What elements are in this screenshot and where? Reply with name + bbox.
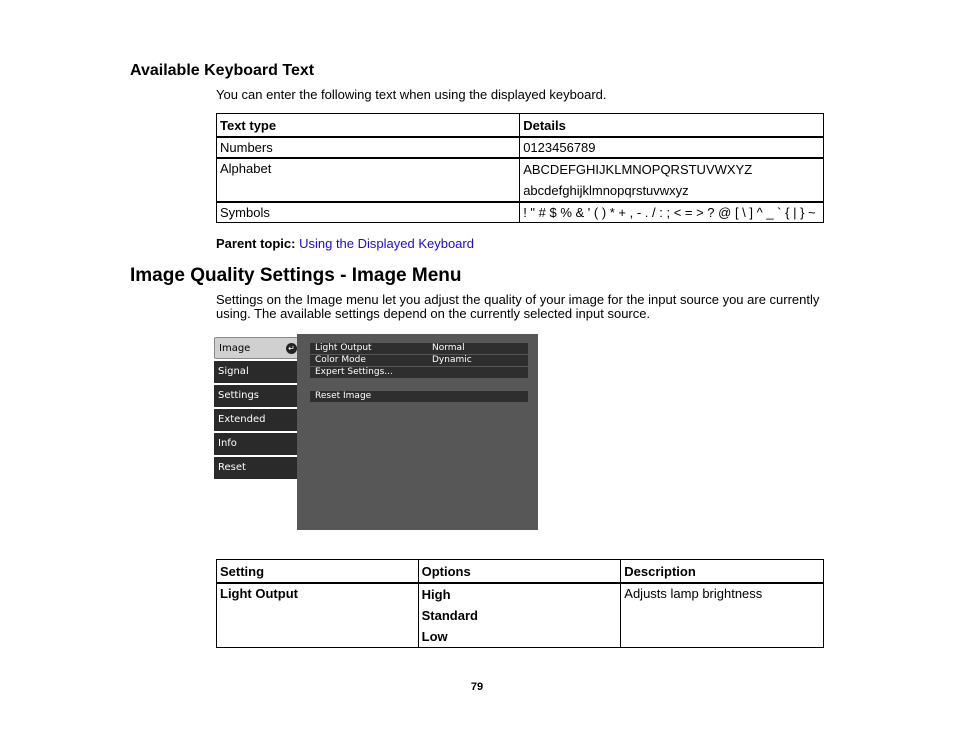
- menu-tab-info[interactable]: Info: [214, 433, 297, 455]
- details-line: abcdefghijklmnopqrstuvwxyz: [523, 182, 689, 198]
- parent-topic: [216, 236, 474, 251]
- table-header-cell: Options: [418, 560, 621, 583]
- menu-item-value: Dynamic: [432, 355, 472, 365]
- table-header-row: [217, 560, 824, 583]
- menu-item-label: Expert Settings...: [315, 367, 393, 377]
- table-header-cell: Description: [621, 560, 824, 583]
- table-cell-setting: Light Output: [217, 583, 419, 648]
- option-line: High: [421, 586, 451, 602]
- table-row: [217, 202, 824, 223]
- menu-tab-image[interactable]: [214, 337, 302, 359]
- menu-item-value: Normal: [432, 343, 465, 353]
- menu-panel: [297, 334, 538, 530]
- menu-item-label: Color Mode: [315, 355, 366, 365]
- section-heading-keyboard: Available Keyboard Text: [130, 62, 315, 79]
- option-line: Low: [421, 628, 448, 644]
- table-cell-description: Adjusts lamp brightness: [621, 583, 824, 648]
- keyboard-text-table: [216, 113, 824, 223]
- table-header-cell: Details: [520, 114, 824, 137]
- table-cell-details: [520, 158, 824, 202]
- table-row: [217, 158, 824, 202]
- table-row: [217, 583, 824, 648]
- image-intro-line1: Settings on the Image menu let you adjust the quality of your image for the input source you are currently: [216, 292, 820, 307]
- menu-tab-label: Image: [219, 343, 251, 354]
- table-row: [217, 137, 824, 158]
- menu-item-color-mode[interactable]: [310, 355, 528, 366]
- table-header-row: [217, 114, 824, 137]
- menu-tab-extended[interactable]: Extended: [214, 409, 297, 431]
- table-cell-type: Alphabet: [217, 158, 520, 202]
- keyboard-intro: You can enter the following text when using the displayed keyboard.: [216, 87, 607, 102]
- table-cell-type: Symbols: [217, 202, 520, 223]
- projector-menu-screenshot: [214, 333, 538, 530]
- table-header-cell: Text type: [217, 114, 520, 137]
- table-cell-options: [418, 583, 621, 648]
- section-heading-image-quality: Image Quality Settings - Image Menu: [130, 265, 462, 286]
- table-cell-details: ! " # $ % & ' ( ) * + , - . / : ; < = > ? @ [ \ ] ^ _ ` { | } ~: [520, 202, 824, 223]
- parent-topic-link[interactable]: Using the Displayed Keyboard: [299, 236, 474, 251]
- menu-item-label: Light Output: [315, 343, 372, 353]
- enter-icon: ↵: [286, 343, 297, 354]
- table-cell-type: Numbers: [217, 137, 520, 158]
- page-number: 79: [470, 681, 484, 693]
- menu-item-reset-image[interactable]: Reset Image: [310, 391, 528, 402]
- parent-topic-label: Parent topic:: [216, 236, 296, 251]
- menu-item-expert-settings[interactable]: [310, 367, 528, 378]
- image-intro-line2: using. The available settings depend on the currently selected input source.: [216, 306, 651, 321]
- table-header-cell: Setting: [217, 560, 419, 583]
- option-line: Standard: [421, 607, 478, 623]
- menu-tab-settings[interactable]: Settings: [214, 385, 297, 407]
- menu-tab-signal[interactable]: Signal: [214, 361, 297, 383]
- menu-item-light-output[interactable]: [310, 343, 528, 354]
- details-line: ABCDEFGHIJKLMNOPQRSTUVWXYZ: [523, 161, 753, 177]
- table-cell-details: 0123456789: [520, 137, 824, 158]
- image-settings-table: [216, 559, 824, 648]
- menu-tab-reset[interactable]: Reset: [214, 457, 297, 479]
